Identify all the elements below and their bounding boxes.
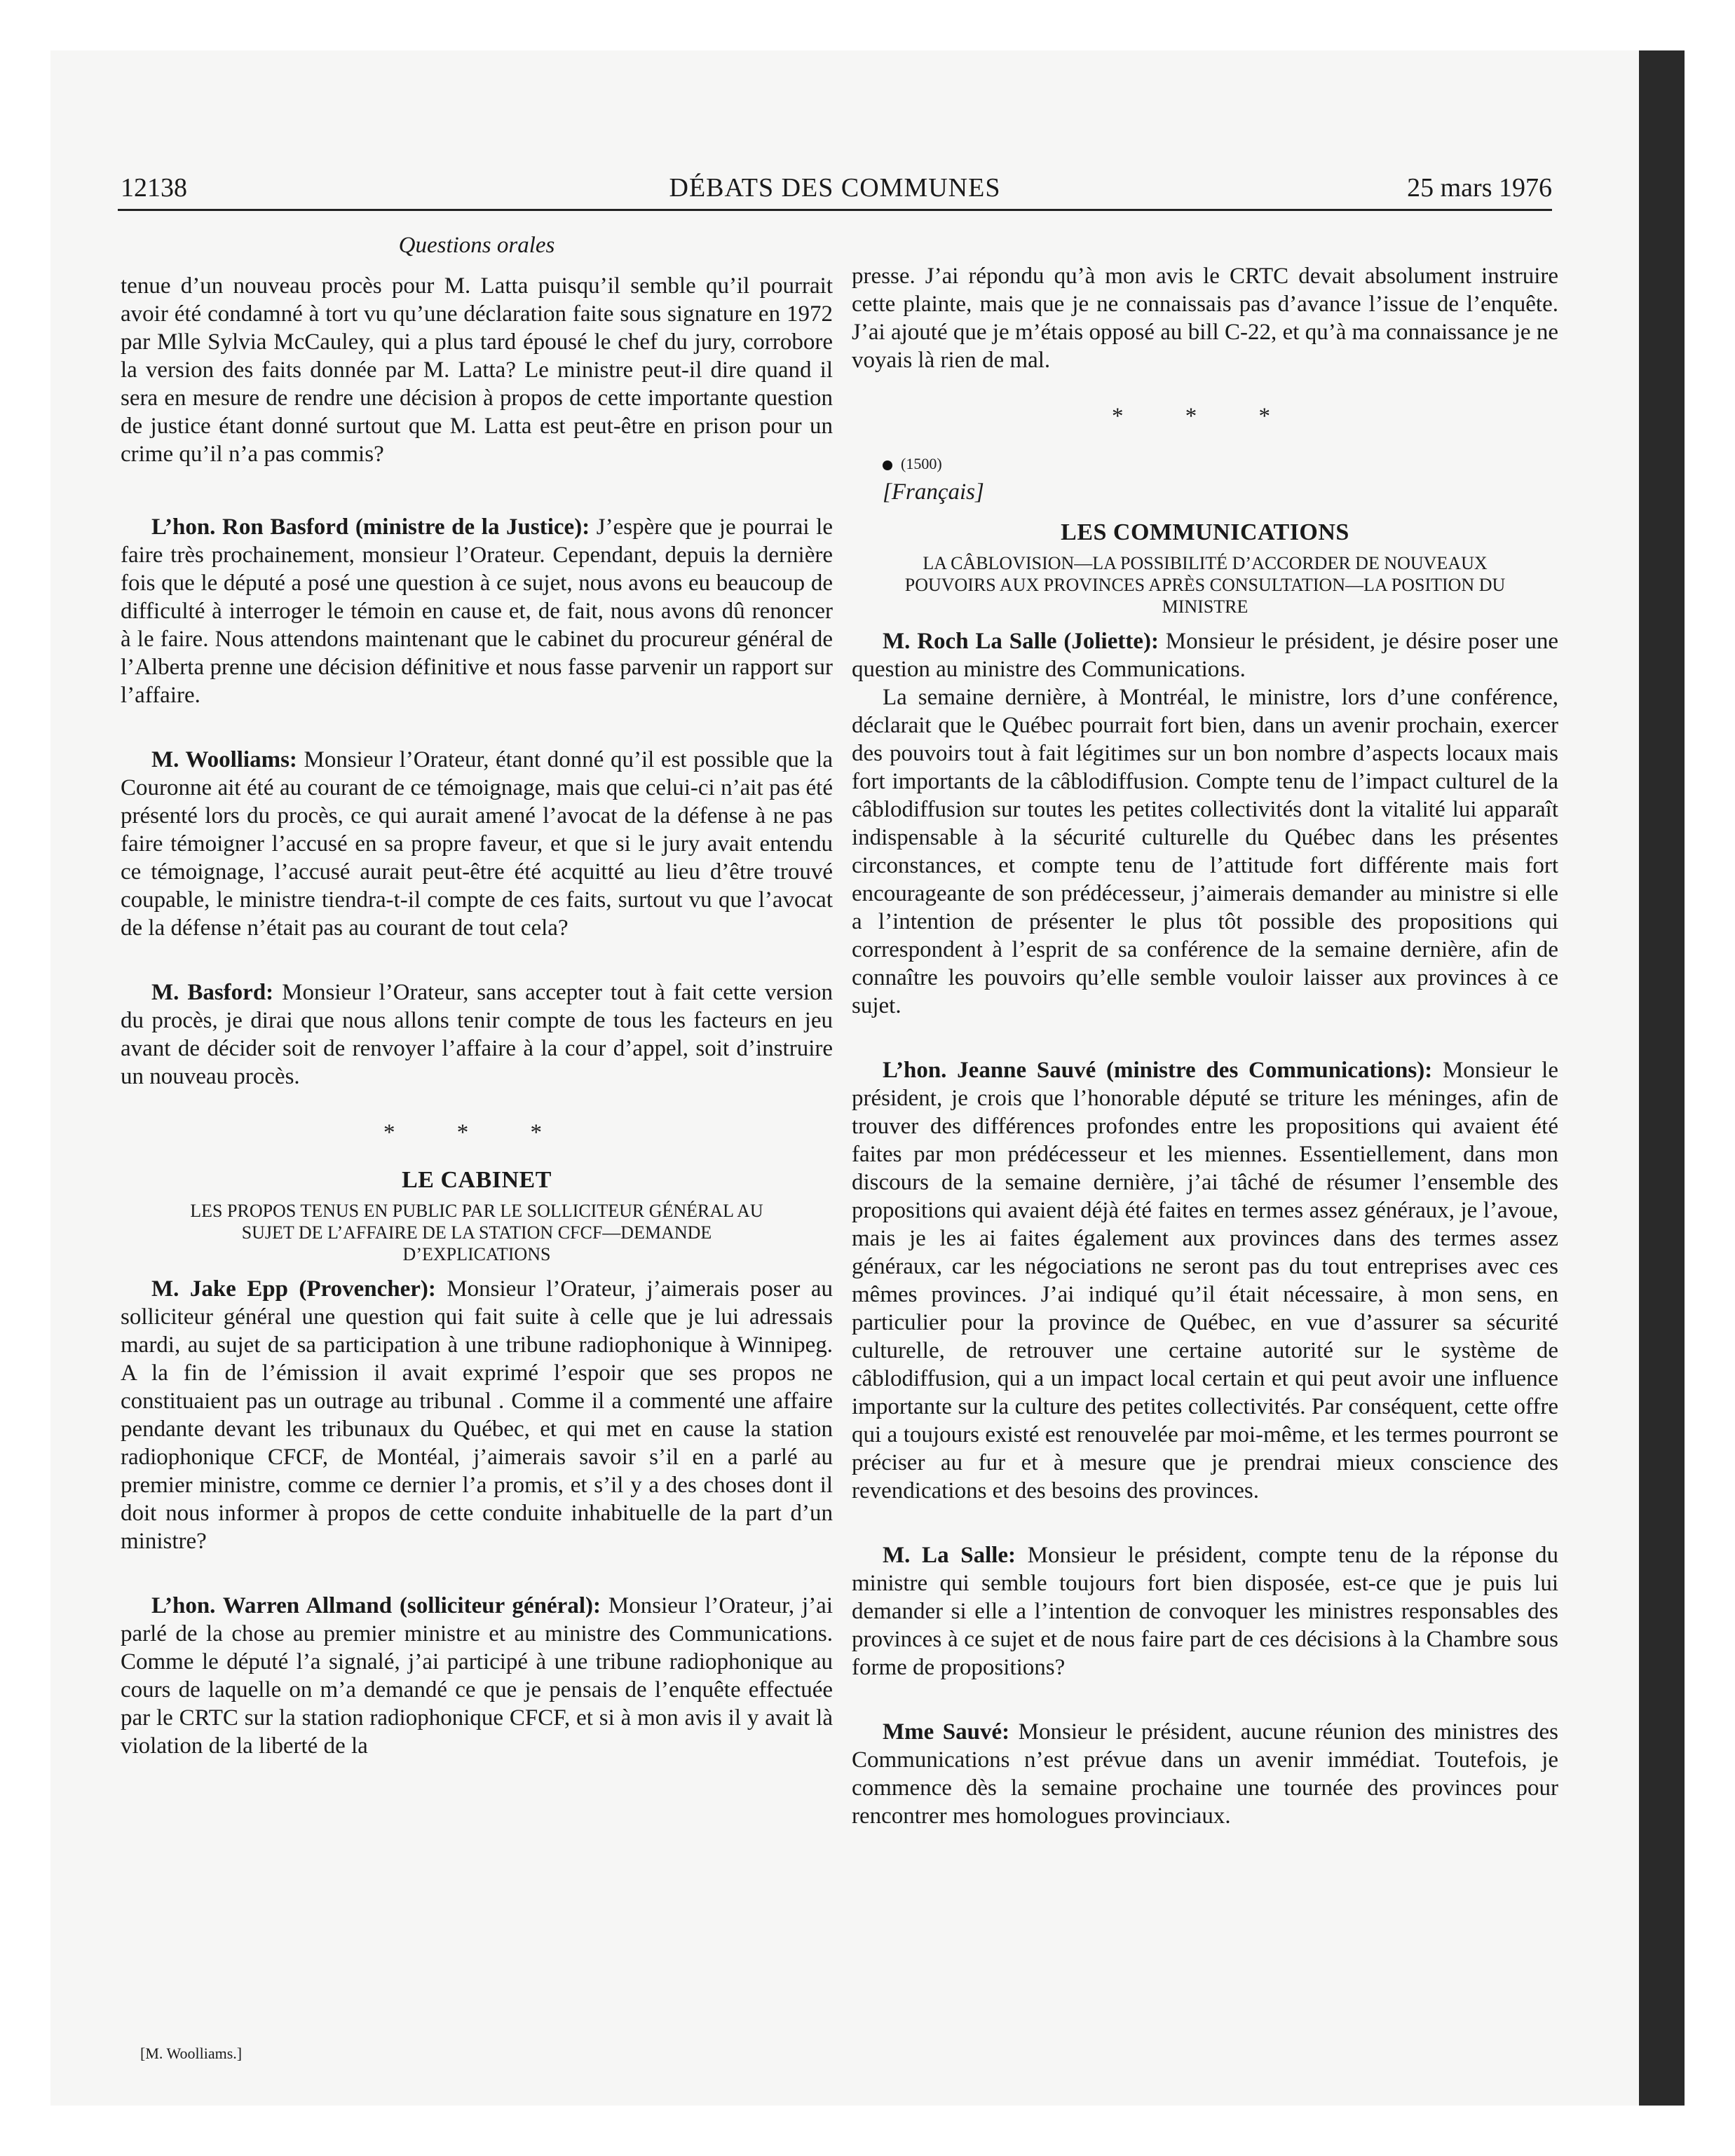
page-header — [118, 167, 1552, 211]
speech-basford-2 — [121, 978, 833, 1091]
speaker-name: L’hon. Warren Allmand (solliciteur général): — [151, 1593, 601, 1618]
speaker-name: M. Jake Epp (Provencher): — [151, 1276, 436, 1302]
paragraph: La semaine dernière, à Montréal, le ministre, lors d’une conférence, déclarait que le Québec pourrait fort bien, dans un avenir prochain, exercer des pouvoirs tout à fait légitimes sur un bon nombre d’aspects locaux mais fort importants de la câblodiffusion. Compte tenu de l’impact culturel de la câblodiffusion sur toutes les petites collectivités dont la vitalité lui apparaît indispensable à la sécurité culturelle du Québec dans les présentes circonstances, et compte tenu de l’attitude fort différente mais fort encourageante de son prédécesseur, j’aimerais demander au ministre si elle a l’intention de présenter le plus tôt possible des propositions qui correspondent à l’esprit de sa conférence de la semaine dernière, afin de connaître les pouvoirs qu’elle semble vouloir laisser aux provinces à ce sujet. — [852, 685, 1558, 1018]
speaker-name: L’hon. Ron Basford (ministre de la Justice): — [151, 514, 590, 540]
speech-text: Monsieur le président, compte tenu de la réponse du ministre qui semble toujours fort bien disposée, est-ce que je puis lui demander si elle a l’intention de convoquer les ministres responsables des provinces à ce sujet et de nous faire part de ces décisions à la Chambre sous forme de propositions? — [852, 1543, 1558, 1680]
speech-allmand — [121, 1592, 833, 1760]
speaker-name: M. La Salle: — [883, 1543, 1016, 1568]
footnote: [M. Woolliams.] — [140, 2045, 243, 2062]
paragraph: presse. J’ai répondu qu’à mon avis le CRTC devait absolument instruire cette plainte, mais que je ne connaissais pas d’avance l’issue de l’enquête. J’ai ajouté que je m’étais opposé au bill C-22, et qu’à ma connaissance je ne voyais là rien de mal. — [852, 264, 1558, 373]
speaker-name: Mme Sauvé: — [883, 1719, 1010, 1745]
speaker-name: M. Basford: — [151, 980, 274, 1005]
timestamp-text: (1500) — [901, 455, 942, 472]
topic-heading: LES PROPOS TENUS EN PUBLIC PAR LE SOLLICITEUR GÉNÉRAL AU SUJET DE L’AFFAIRE DE LA STATION CFCF—DEMANDE D’EXPLICATIONS — [190, 1201, 763, 1264]
speech-sauve — [852, 1056, 1558, 1505]
speech-la-salle — [852, 627, 1558, 683]
page-number: 12138 — [121, 173, 187, 203]
page-date: 25 mars 1976 — [1407, 173, 1552, 203]
bullet-icon — [883, 460, 892, 470]
speech-text: Monsieur le président, je désire poser une question au ministre des Communications. — [852, 629, 1558, 682]
journal-title: DÉBATS DES COMMUNES — [669, 173, 1001, 203]
speaker-name: M. Woolliams: — [151, 747, 297, 772]
speech-text: Monsieur l’Orateur, j’aimerais poser au solliciteur général une question qui fait suite à celle que je lui adressais mardi, au sujet de sa participation à une tribune radiophonique à Winnipeg. A la fin de l’émission il avait exprimé l’espoir que ses propos ne constituaient pas un outrage au tribunal . Comme il a commenté une affaire pendante devant les tribunaux du Québec, et qui met en cause la station radiophonique CFCF, de Montéal, j’aimerais savoir s’il en a parlé au premier ministre, comme ce dernier l’a promis, et s’il y a des choses dont il doit nous informer à propos de cette conduite inhabituelle de la part d’un ministre? — [121, 1276, 833, 1554]
topic-heading: LA CÂBLOVISION—LA POSSIBILITÉ D’ACCORDER DE NOUVEAUX POUVOIRS AUX PROVINCES APRÈS CONSULTATION—LA POSITION DU MINISTRE — [904, 553, 1506, 617]
speech-basford — [121, 513, 833, 709]
section-title: LES COMMUNICATIONS — [1061, 519, 1349, 545]
speech-la-salle-2 — [852, 1541, 1558, 1681]
binding-edge — [1639, 50, 1685, 2106]
speech-text: Monsieur l’Orateur, étant donné qu’il est possible que la Couronne ait été au courant de ce témoignage, mais que celui-ci n’ait pas été présenté lors du procès, ce qui aurait amené l’avocat de la défense à ne pas faire témoigner l’accusé en sa propre faveur, et que si le jury avait entendu ce témoignage, l’accusé aurait peut-être été acquitté au lieu d’être trouvé coupable, le ministre tiendra-t-il compte de ces faits, surtout vu que l’avocat de la défense n’était pas au courant de tout cela? — [121, 747, 833, 941]
language-marker: [Français] — [883, 479, 984, 505]
speech-text: Monsieur le président, je crois que l’honorable député se triture les méninges, afin de trouver des différences profondes entre les propositions qui avaient été faites par mon prédécesseur et les miennes. Essentiellement, dans mon discours de la semaine dernière, j’ai tâché de résumer l’ensemble des propositions qui avaient déjà été faites en termes assez généraux, je l’avoue, mais je les ai faites également aux provinces dans des termes assez généraux, car les négociations ne seront pas du tout entreprises avec ces mêmes provinces. J’ai indiqué qu’il était nécessaire, à mon sens, en particulier pour la province de Québec, en vue d’assurer sa sécurité culturelle, de retrouver une certaine autorité sur le système de câblodiffusion, qui a un impact local certain et qui peut avoir une influence importante sur la culture des petites collectivités. Par conséquent, cette offre qui a toujours existé est renouvelée par moi-même, et les termes pourront se préciser au fur et à mesure que je prendrai mieux conscience des revendications et des besoins des provinces. — [852, 1058, 1558, 1503]
speech-text: Monsieur l’Orateur, sans accepter tout à fait cette version du procès, je dirai que nous allons tenir compte de tous les facteurs en jeu avant de décider soit de renvoyer l’affaire à la cour d’appel, soit d’instruire un nouveau procès. — [121, 980, 833, 1089]
speech-text: J’espère que je pourrai le faire très prochainement, monsieur l’Orateur. Cependant, depuis la dernière fois que le député a posé une question à ce sujet, nous avons eu beaucoup de difficulté à interroger le témoin en cause et, de fait, nous avons dû renoncer à le faire. Nous attendons maintenant que le cabinet du procureur général de l’Alberta prenne une décision définitive et nous fasse parvenir un rapport sur l’affaire. — [121, 514, 833, 708]
left-column — [121, 223, 833, 1760]
speech-text: Monsieur le président, aucune réunion des ministres des Communications n’est prévue dans un avenir immédiat. Toutefois, je commence dès la semaine prochaine une tournée des provinces pour rencontrer mes homologues provinciaux. — [852, 1719, 1558, 1829]
running-head: Questions orales — [398, 233, 555, 258]
speech-epp — [121, 1275, 833, 1555]
section-separator: * * * — [1112, 404, 1298, 429]
speaker-name: L’hon. Jeanne Sauvé (ministre des Communications): — [883, 1058, 1433, 1083]
speaker-name: M. Roch La Salle (Joliette): — [883, 629, 1159, 654]
paragraph: tenue d’un nouveau procès pour M. Latta puisqu’il semble qu’il pourrait avoir été condamné à tort vu qu’une déclaration faite sous signature en 1972 par Mlle Sylvia McCauley, qui a plus tard épousé le chef du jury, corrobore la version des faits donnée par M. Latta? Le ministre peut-il dire quand il sera en mesure de rendre une décision à propos de cette importante question de justice étant donné surtout que M. Latta est peut-être en prison pour un crime qu’il n’a pas commis? — [121, 273, 833, 467]
section-title: LE CABINET — [402, 1167, 552, 1193]
timestamp — [852, 450, 1558, 478]
speech-text: Monsieur l’Orateur, j’ai parlé de la chose au premier ministre et au ministre des Communications. Comme le député l’a signalé, j’ai participé à une tribune radiophonique au cours de laquelle on m’a demandé ce que je pensais de l’enquête effectuée par le CRTC sur la station radiophonique CFCF, et si à mon avis il y avait là violation de la liberté de la — [121, 1593, 833, 1759]
section-separator: * * * — [383, 1120, 570, 1145]
right-column — [852, 223, 1558, 1830]
speech-woolliams — [121, 746, 833, 942]
speech-sauve-2 — [852, 1718, 1558, 1830]
